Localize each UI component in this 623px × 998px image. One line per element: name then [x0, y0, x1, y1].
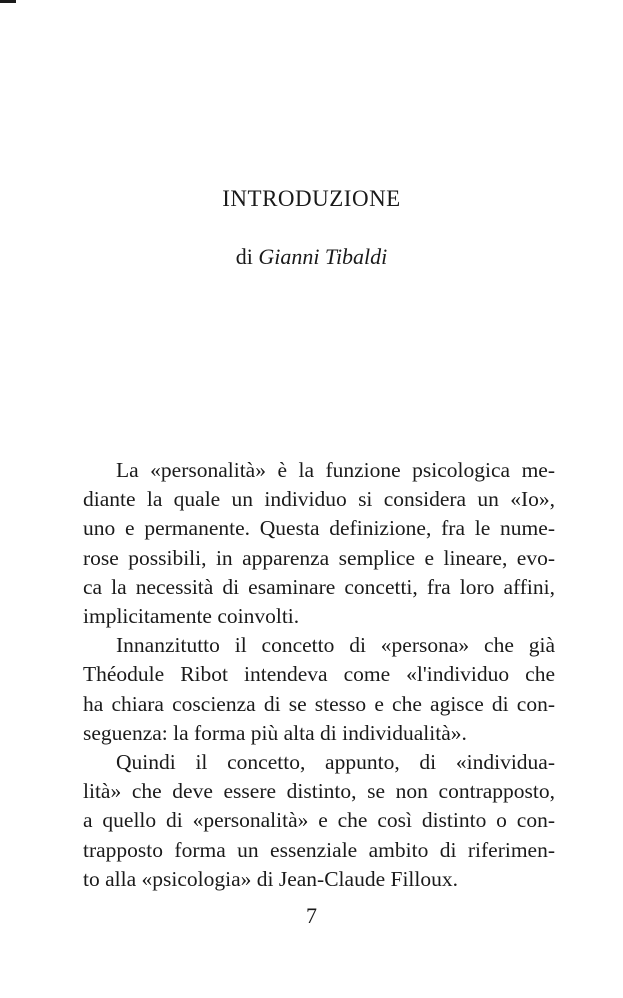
byline-prefix: di	[235, 244, 253, 269]
paragraph	[83, 631, 555, 748]
text-line: implicitamente coinvolti.	[83, 604, 300, 629]
text-line: Innanzitutto il concetto di «persona» che già	[116, 633, 555, 658]
text-line: La «personalità» è la funzione psicologica me-	[116, 458, 555, 482]
author-name: Gianni Tibaldi	[258, 244, 388, 269]
text-line: ca la necessità di esaminare concetti, fra loro affini,	[83, 574, 555, 599]
author-byline	[0, 244, 623, 270]
paragraph	[83, 748, 555, 894]
text-line: a quello di «personalità» e che così distinto o con-	[83, 808, 555, 833]
text-line: ha chiara coscienza di se stesso e che agisce di con-	[83, 691, 555, 716]
chapter-title: INTRODUZIONE	[222, 186, 401, 211]
text-line: uno e permanente. Questa definizione, fra le nume-	[83, 516, 555, 541]
paragraph	[83, 456, 555, 631]
text-line: rose possibili, in apparenza semplice e lineare, evo-	[83, 545, 555, 570]
corner-crop-mark	[0, 0, 16, 3]
page-number: 7	[306, 903, 317, 928]
text-line: to alla «psicologia» di Jean-Claude Filloux.	[83, 866, 458, 891]
text-line: lità» che deve essere distinto, se non contrapposto,	[83, 779, 555, 804]
body-text	[83, 456, 555, 894]
text-line: Quindi il concetto, appunto, di «individua-	[116, 750, 555, 775]
text-line: seguenza: la forma più alta di individualità».	[83, 720, 467, 745]
text-line: Théodule Ribot intendeva come «l'individuo che	[83, 662, 555, 687]
text-line: trapposto forma un essenziale ambito di riferimen-	[83, 837, 555, 862]
text-line: diante la quale un individuo si considera un «Io»,	[83, 487, 555, 512]
